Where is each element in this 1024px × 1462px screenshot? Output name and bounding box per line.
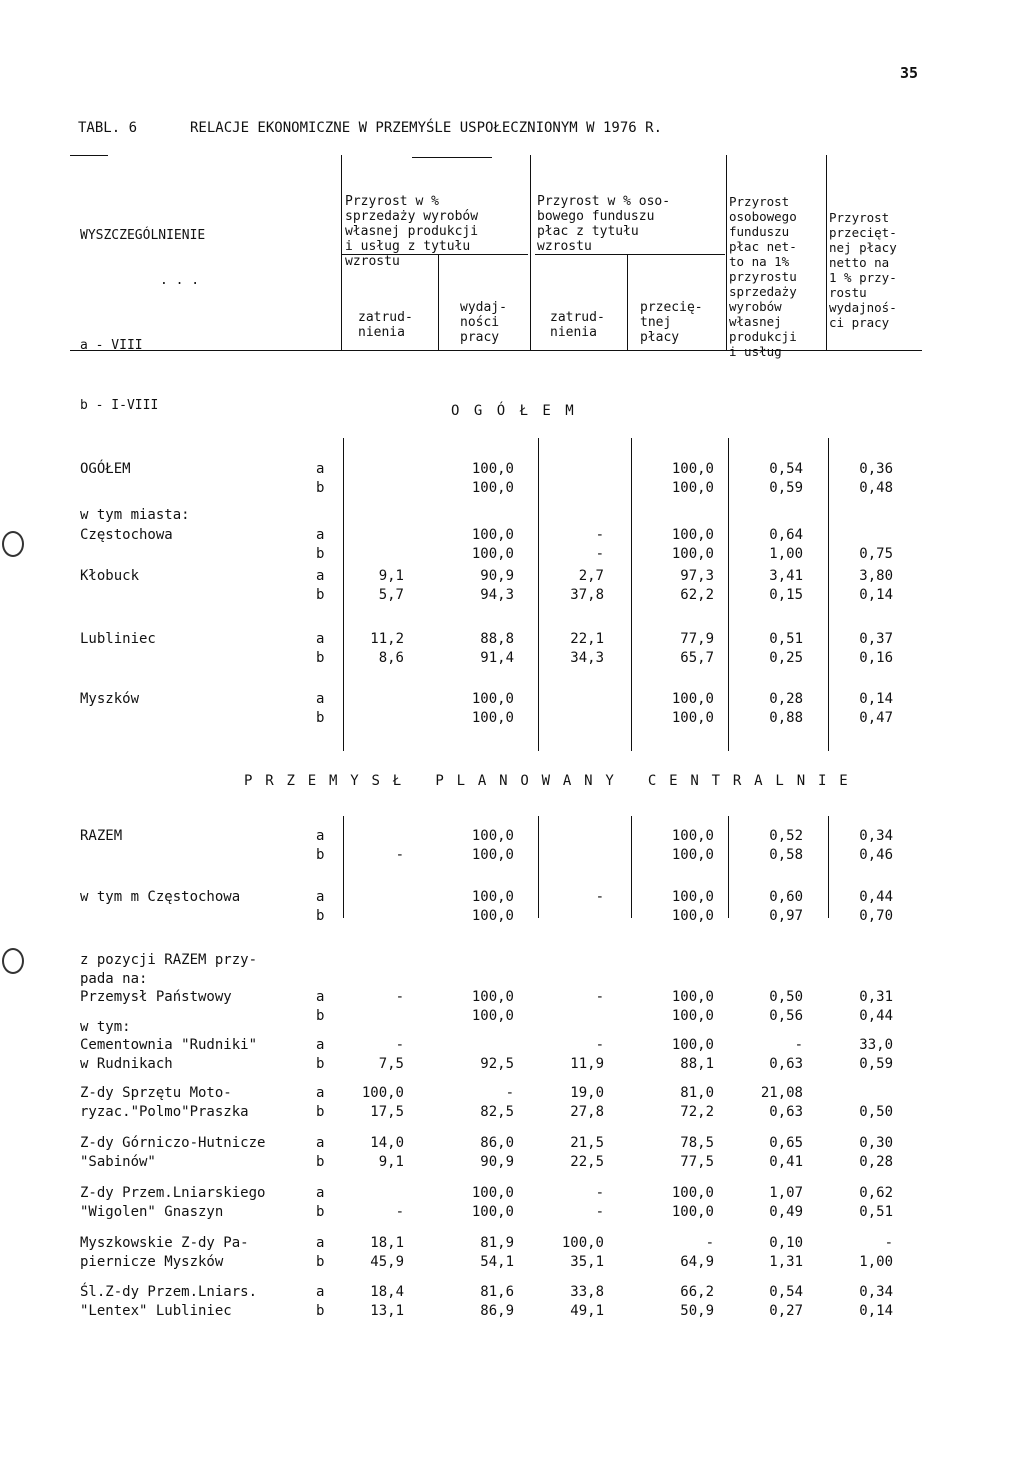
row-label: Myszkowskie Z-dy Pa-	[80, 1235, 249, 1251]
header-divider	[530, 155, 531, 351]
table-cell: 0,30	[859, 1135, 893, 1151]
row-ab-marker: b	[316, 908, 325, 924]
row-ab-marker: a	[316, 691, 325, 707]
table-cell: 100,0	[671, 889, 714, 905]
row-label: Śl.Z-dy Przem.Lniars.	[80, 1284, 258, 1300]
table-cell: 5,7	[378, 587, 404, 603]
row-label: w tym miasta:	[80, 507, 190, 523]
row-ab-marker: a	[316, 527, 325, 543]
table-cell: 0,62	[859, 1185, 893, 1201]
row-label: Cementownia "Rudniki"	[80, 1037, 258, 1053]
table-cell: 0,51	[769, 631, 803, 647]
table-cell: 100,0	[671, 546, 714, 562]
row-ab-marker: b	[316, 1154, 325, 1170]
row-ab-marker: b	[316, 650, 325, 666]
header-divider	[341, 155, 342, 351]
table-cell: 81,6	[480, 1284, 514, 1300]
row-ab-marker: a	[316, 989, 325, 1005]
table-cell: 50,9	[680, 1303, 714, 1319]
table-cell: 100,0	[671, 710, 714, 726]
table-cell: 100,0	[471, 461, 514, 477]
table-cell: 54,1	[480, 1254, 514, 1270]
table-cell: 100,0	[471, 847, 514, 863]
table-cell: 100,0	[671, 527, 714, 543]
table-cell: 7,5	[378, 1056, 404, 1072]
row-label: w Rudnikach	[80, 1056, 173, 1072]
table-cell: -	[395, 989, 404, 1005]
row-ab-marker: b	[316, 847, 325, 863]
table-cell: 22,5	[570, 1154, 604, 1170]
table-cell: 100,0	[671, 989, 714, 1005]
table-cell: 100,0	[471, 1204, 514, 1220]
table-cell: 62,2	[680, 587, 714, 603]
table-cell: 90,9	[480, 1154, 514, 1170]
row-ab-marker: a	[316, 631, 325, 647]
table-cell: -	[595, 1204, 604, 1220]
table-cell: 37,8	[570, 587, 604, 603]
table-cell: 100,0	[671, 1204, 714, 1220]
table-cell: 100,0	[471, 1008, 514, 1024]
row-label: Myszków	[80, 691, 140, 707]
table-cell: 21,5	[570, 1135, 604, 1151]
table-cell: 0,14	[859, 1303, 893, 1319]
row-label: z pozycji RAZEM przy-	[80, 952, 258, 968]
table-cell: 11,9	[570, 1056, 604, 1072]
table-cell: 64,9	[680, 1254, 714, 1270]
header-top-rule	[70, 155, 108, 156]
table-cell: 86,0	[480, 1135, 514, 1151]
table-cell: 18,1	[370, 1235, 404, 1251]
row-ab-marker: b	[316, 1008, 325, 1024]
table-cell: 0,58	[769, 847, 803, 863]
table-cell: 0,97	[769, 908, 803, 924]
table-cell: 86,9	[480, 1303, 514, 1319]
table-cell: 0,37	[859, 631, 893, 647]
table-cell: 100,0	[471, 480, 514, 496]
table-cell: 66,2	[680, 1284, 714, 1300]
table-cell: 21,08	[760, 1085, 803, 1101]
section-ogolem: O G Ó Ł E M	[451, 403, 577, 419]
table-cell: 0,31	[859, 989, 893, 1005]
row-ab-marker: b	[316, 710, 325, 726]
table-cell: 77,5	[680, 1154, 714, 1170]
table-cell: 33,8	[570, 1284, 604, 1300]
table-cell: 1,31	[769, 1254, 803, 1270]
table-cell: 27,8	[570, 1104, 604, 1120]
row-ab-marker: b	[316, 480, 325, 496]
table-cell: 94,3	[480, 587, 514, 603]
table-cell: 0,50	[769, 989, 803, 1005]
table-cell: 88,8	[480, 631, 514, 647]
table-cell: -	[595, 989, 604, 1005]
row-ab-marker: a	[316, 1284, 325, 1300]
table-cell: 9,1	[378, 568, 404, 584]
table-cell: 0,34	[859, 1284, 893, 1300]
table-cell: 3,41	[769, 568, 803, 584]
row-ab-marker: a	[316, 889, 325, 905]
table-cell: 91,4	[480, 650, 514, 666]
table-cell: 1,07	[769, 1185, 803, 1201]
table-cell: 0,44	[859, 889, 893, 905]
table-cell: 92,5	[480, 1056, 514, 1072]
table-cell: 81,9	[480, 1235, 514, 1251]
table-cell: 100,0	[671, 1008, 714, 1024]
row-label: "Wigolen" Gnaszyn	[80, 1204, 224, 1220]
row-label: OGÓŁEM	[80, 461, 131, 477]
table-cell: 97,3	[680, 568, 714, 584]
header-group2: Przyrost w % oso- bowego funduszu płac z tytułu wzrostu	[537, 194, 671, 254]
row-ab-marker: b	[316, 1303, 325, 1319]
table-cell: 18,4	[370, 1284, 404, 1300]
table-cell: -	[884, 1235, 893, 1251]
table-cell: 100,0	[471, 691, 514, 707]
table-cell: 0,59	[859, 1056, 893, 1072]
table-cell: 100,0	[361, 1085, 404, 1101]
table-cell: -	[595, 1037, 604, 1053]
table-cell: 0,54	[769, 1284, 803, 1300]
punch-hole-icon	[2, 948, 24, 974]
table-cell: -	[595, 889, 604, 905]
row-ab-marker: b	[316, 1254, 325, 1270]
table-cell: 88,1	[680, 1056, 714, 1072]
table-cell: -	[505, 1085, 514, 1101]
table-cell: 0,41	[769, 1154, 803, 1170]
table-cell: 0,14	[859, 587, 893, 603]
table-cell: 19,0	[570, 1085, 604, 1101]
table-cell: 0,51	[859, 1204, 893, 1220]
row-ab-marker: b	[316, 1204, 325, 1220]
table-cell: 0,46	[859, 847, 893, 863]
table-cell: 77,9	[680, 631, 714, 647]
row-label: "Sabinów"	[80, 1154, 156, 1170]
table-cell: 0,28	[859, 1154, 893, 1170]
body-divider	[343, 816, 344, 918]
row-label: Przemysł Państwowy	[80, 989, 232, 1005]
table-cell: 49,1	[570, 1303, 604, 1319]
section-przemysl: P R Z E M Y S Ł P L A N O W A N Y C E N T R A L N I E	[244, 773, 850, 789]
table-cell: 17,5	[370, 1104, 404, 1120]
table-cell: 14,0	[370, 1135, 404, 1151]
table-cell: 0,70	[859, 908, 893, 924]
table-cell: 72,2	[680, 1104, 714, 1120]
table-cell: 0,60	[769, 889, 803, 905]
header-divider	[726, 155, 727, 351]
table-cell: -	[395, 847, 404, 863]
header-rule-short	[412, 157, 492, 158]
table-cell: 0,65	[769, 1135, 803, 1151]
table-cell: -	[395, 1204, 404, 1220]
row-ab-marker: a	[316, 828, 325, 844]
row-label: Z-dy Sprzętu Moto-	[80, 1085, 232, 1101]
table-cell: -	[794, 1037, 803, 1053]
row-label: w tym m Częstochowa	[80, 889, 241, 905]
row-ab-marker: b	[316, 587, 325, 603]
table-cell: 0,36	[859, 461, 893, 477]
table-cell: 1,00	[769, 546, 803, 562]
row-ab-marker: a	[316, 1185, 325, 1201]
row-label: Lubliniec	[80, 631, 156, 647]
table-cell: 100,0	[561, 1235, 604, 1251]
table-cell: 100,0	[671, 1037, 714, 1053]
row-ab-marker: a	[316, 1037, 325, 1053]
table-cell: 13,1	[370, 1303, 404, 1319]
header-group2-sub1: zatrud- nienia	[550, 310, 605, 340]
header-divider	[826, 155, 827, 351]
table-cell: 0,63	[769, 1104, 803, 1120]
table-label: TABL. 6	[78, 120, 138, 136]
row-label: Z-dy Górniczo-Hutnicze	[80, 1135, 266, 1151]
row-label: ryzac."Polmo"Praszka	[80, 1104, 249, 1120]
table-cell: -	[395, 1037, 404, 1053]
table-cell: 3,80	[859, 568, 893, 584]
table-cell: 0,47	[859, 710, 893, 726]
table-cell: -	[595, 546, 604, 562]
row-ab-marker: a	[316, 568, 325, 584]
table-cell: 0,16	[859, 650, 893, 666]
table-cell: 0,88	[769, 710, 803, 726]
table-cell: 33,0	[859, 1037, 893, 1053]
row-ab-marker: b	[316, 1056, 325, 1072]
table-cell: 0,64	[769, 527, 803, 543]
table-cell: 11,2	[370, 631, 404, 647]
table-cell: 100,0	[671, 1185, 714, 1201]
header-group1-sub1: zatrud- nienia	[358, 310, 413, 340]
table-cell: 0,15	[769, 587, 803, 603]
table-cell: -	[705, 1235, 714, 1251]
table-cell: 0,59	[769, 480, 803, 496]
table-cell: 0,34	[859, 828, 893, 844]
table-cell: 0,56	[769, 1008, 803, 1024]
table-cell: 78,5	[680, 1135, 714, 1151]
row-ab-marker: a	[316, 461, 325, 477]
table-cell: 0,52	[769, 828, 803, 844]
table-cell: 0,54	[769, 461, 803, 477]
row-ab-marker: b	[316, 1104, 325, 1120]
row-label: Kłobuck	[80, 568, 140, 584]
table-cell: 100,0	[471, 989, 514, 1005]
table-cell: 100,0	[671, 480, 714, 496]
row-label: "Lentex" Lubliniec	[80, 1303, 232, 1319]
table-cell: 1,00	[859, 1254, 893, 1270]
table-cell: 34,3	[570, 650, 604, 666]
table-cell: 65,7	[680, 650, 714, 666]
table-cell: 45,9	[370, 1254, 404, 1270]
punch-hole-icon	[2, 531, 24, 557]
table-cell: 82,5	[480, 1104, 514, 1120]
table-cell: 0,50	[859, 1104, 893, 1120]
row-label: w tym:	[80, 1019, 131, 1035]
row-label: Z-dy Przem.Lniarskiego	[80, 1185, 266, 1201]
row-label: piernicze Myszków	[80, 1254, 224, 1270]
table-cell: 100,0	[471, 908, 514, 924]
table-cell: 100,0	[471, 828, 514, 844]
table-cell: 0,63	[769, 1056, 803, 1072]
table-cell: 100,0	[471, 527, 514, 543]
table-cell: 0,75	[859, 546, 893, 562]
table-cell: 100,0	[671, 691, 714, 707]
table-cell: 0,44	[859, 1008, 893, 1024]
page-number: 35	[900, 64, 919, 82]
table-cell: 9,1	[378, 1154, 404, 1170]
row-ab-marker: a	[316, 1135, 325, 1151]
table-cell: 100,0	[671, 828, 714, 844]
row-ab-marker: a	[316, 1085, 325, 1101]
header-group1-sub2: wydaj- ności pracy	[460, 300, 507, 345]
table-cell: 0,14	[859, 691, 893, 707]
table-cell: 100,0	[671, 847, 714, 863]
header-divider	[627, 255, 628, 351]
table-cell: 22,1	[570, 631, 604, 647]
table-cell: 81,0	[680, 1085, 714, 1101]
table-cell: 100,0	[471, 710, 514, 726]
table-cell: 8,6	[378, 650, 404, 666]
row-ab-marker: a	[316, 1235, 325, 1251]
row-label: pada na:	[80, 971, 148, 987]
table-cell: 100,0	[471, 546, 514, 562]
table-cell: 0,48	[859, 480, 893, 496]
table-cell: -	[595, 527, 604, 543]
table-cell: 0,28	[769, 691, 803, 707]
table-cell: 0,10	[769, 1235, 803, 1251]
header-group1: Przyrost w % sprzedaży wyrobów własnej produkcji i usług z tytułu wzrostu	[345, 194, 479, 269]
table-cell: 0,27	[769, 1303, 803, 1319]
table-title: RELACJE EKONOMICZNE W PRZEMYŚLE USPOŁECZNIONYM W 1976 R.	[190, 120, 663, 136]
table-cell: 100,0	[471, 889, 514, 905]
row-ab-marker: b	[316, 546, 325, 562]
table-cell: 0,25	[769, 650, 803, 666]
header-col6: Przyrost przecięt- nej płacy netto na 1 % przy- rostu wydajnoś- ci pracy	[829, 210, 897, 330]
table-cell: 100,0	[671, 461, 714, 477]
table-cell: 35,1	[570, 1254, 604, 1270]
row-label: Częstochowa	[80, 527, 173, 543]
header-col5: Przyrost osobowego funduszu płac net- to na 1% przyrostu sprzedaży wyrobów własnej produkcji i usług	[729, 194, 797, 359]
table-cell: 2,7	[578, 568, 604, 584]
header-group2-sub2: przecię- tnej płacy	[640, 300, 703, 345]
header-col0: WYSZCZEGÓLNIENIE . . . a - VIII b - I-VIII	[80, 228, 206, 413]
table-cell: 0,49	[769, 1204, 803, 1220]
table-cell: 100,0	[671, 908, 714, 924]
table-cell: 100,0	[471, 1185, 514, 1201]
row-label: RAZEM	[80, 828, 123, 844]
table-cell: 90,9	[480, 568, 514, 584]
table-cell: -	[595, 1185, 604, 1201]
